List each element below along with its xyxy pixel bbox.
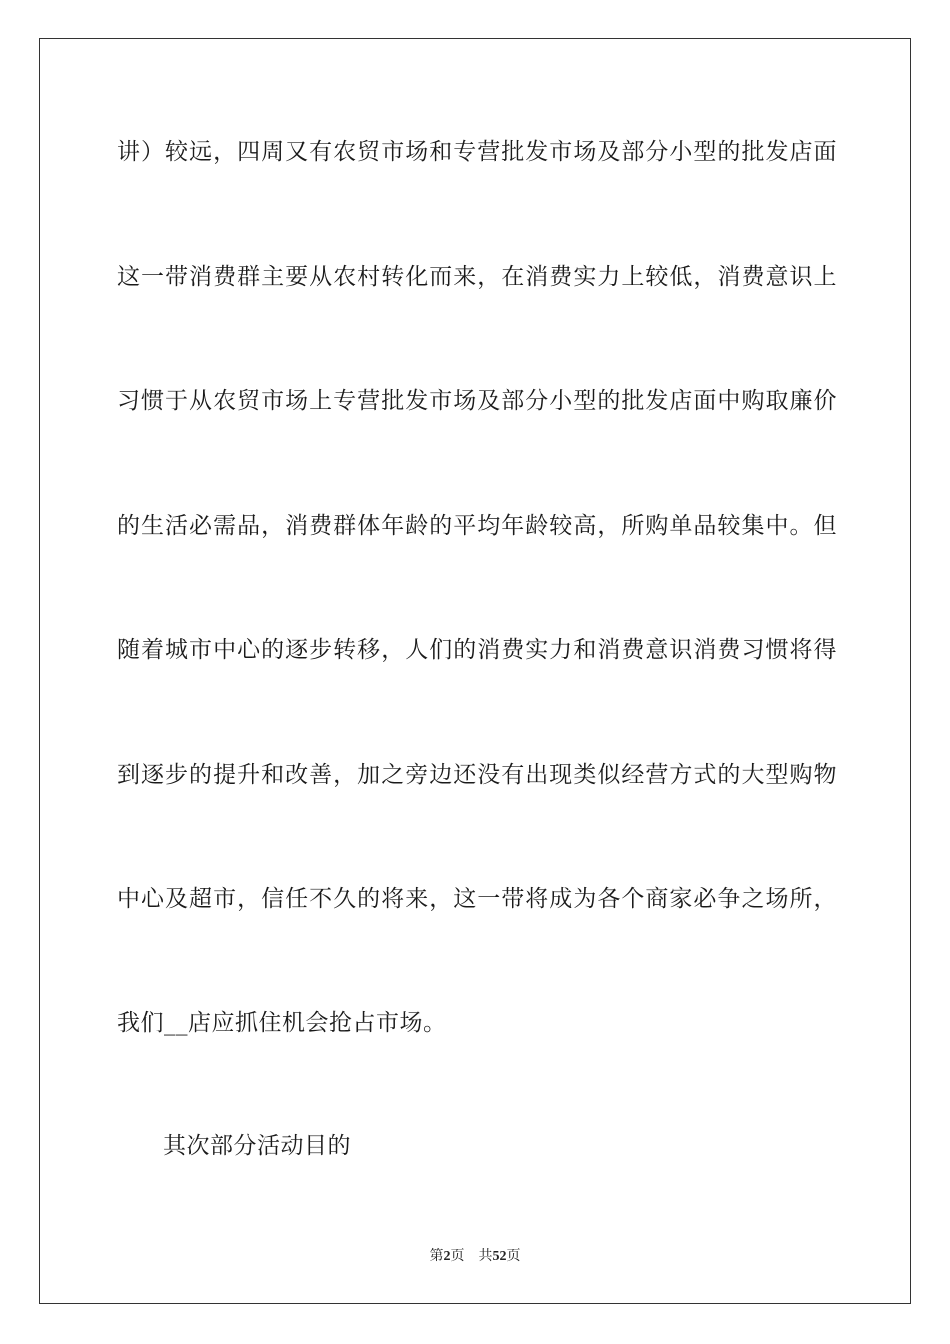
body-line-3: 习惯于从农贸市场上专营批发市场及部分小型的批发店面中购取廉价	[117, 388, 837, 414]
body-line-7: 中心及超市，信任不久的将来，这一带将成为各个商家必争之场所，	[117, 886, 837, 912]
body-line-8: 我们__店应抓住机会抢占市场。	[117, 1010, 447, 1036]
section-heading: 其次部分活动目的	[163, 1133, 351, 1159]
footer-page-suffix: 页	[450, 1249, 465, 1264]
body-line-2: 这一带消费群主要从农村转化而来，在消费实力上较低，消费意识上	[117, 264, 837, 290]
body-line-6: 到逐步的提升和改善，加之旁边还没有出现类似经营方式的大型购物	[117, 762, 837, 788]
footer-total-prefix: 共	[478, 1249, 493, 1264]
body-line-4: 的生活必需品，消费群体年龄的平均年龄较高，所购单品较集中。但	[117, 513, 837, 539]
body-line-1: 讲）较远，四周又有农贸市场和专营批发市场及部分小型的批发店面	[117, 139, 837, 165]
footer-page-current: 2	[443, 1249, 451, 1264]
footer-page-prefix: 第	[429, 1249, 444, 1264]
body-line-5: 随着城市中心的逐步转移，人们的消费实力和消费意识消费习惯将得	[117, 637, 837, 663]
page-border	[39, 38, 911, 1304]
footer-total-suffix: 页	[506, 1249, 521, 1264]
page-footer	[0, 1248, 950, 1266]
footer-page-total: 52	[492, 1249, 507, 1264]
